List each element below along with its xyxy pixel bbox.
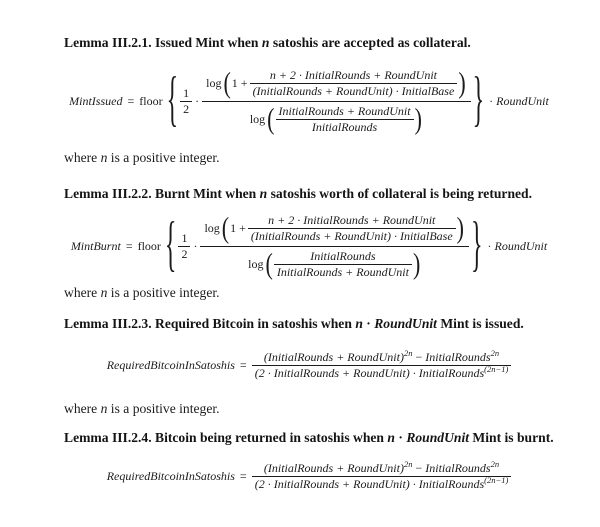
left-paren: ( xyxy=(223,65,231,100)
right-brace: } xyxy=(470,213,483,280)
lemma-2-title-text: Burnt Mint when xyxy=(151,185,260,201)
log-operator: log xyxy=(204,220,220,235)
inner-fraction xyxy=(274,249,412,280)
term-exponent: 2n xyxy=(403,347,413,358)
formula-2-multiplier: RoundUnit xyxy=(494,238,548,253)
log-operator: log xyxy=(249,111,266,126)
lemma-4-title-var-n: n xyxy=(387,429,395,445)
lemma-1-title-var-n: n xyxy=(261,35,270,50)
lemma-1-title xyxy=(64,34,554,52)
fraction-denominator: InitialRounds xyxy=(276,119,414,135)
numerator-term-2 xyxy=(425,347,500,365)
log-ratio-denominator xyxy=(200,246,469,282)
equals-sign: = xyxy=(239,468,247,483)
formula-mint-issued xyxy=(64,66,554,137)
lemma-4-title-text: Bitcoin being returned in satoshis when xyxy=(151,429,388,445)
denominator-term xyxy=(254,474,509,492)
right-paren: ) xyxy=(456,210,464,245)
lemma-3-section xyxy=(64,315,554,418)
left-paren: ( xyxy=(221,210,230,245)
formula-3-lhs: RequiredBitcoinInSatoshis xyxy=(106,357,235,372)
left-brace: { xyxy=(166,68,179,135)
log-ratio-numerator xyxy=(202,66,471,101)
lemma-1-section xyxy=(64,34,554,167)
lemma-3-title-text: Required Bitcoin in satoshis when xyxy=(151,315,356,331)
log-ratio-numerator xyxy=(200,211,469,246)
term-exponent: 2n xyxy=(490,347,500,358)
lemma-1-title-text-end: satoshis are accepted as collateral. xyxy=(269,35,471,50)
right-paren: ) xyxy=(458,65,466,100)
lemma-3-label: Lemma III.2.3. xyxy=(64,315,152,331)
inner-fraction xyxy=(250,68,458,99)
formula-1-lhs: MintIssued xyxy=(69,93,123,108)
fraction-numerator: InitialRounds xyxy=(310,248,376,263)
term-base: InitialRounds xyxy=(425,349,491,364)
lemma-2-title-var-n: n xyxy=(259,185,268,201)
lemma-3-note xyxy=(64,400,554,418)
lemma-1-note xyxy=(64,149,554,167)
lemma-2-note xyxy=(64,284,554,302)
log-ratio-fraction xyxy=(202,66,471,137)
lemma-4-title-text-end: Mint is burnt. xyxy=(469,429,554,445)
term-base: (InitialRounds + RoundUnit) xyxy=(263,460,404,475)
term-exponent: (2n−1) xyxy=(484,474,509,485)
lemma-1-label: Lemma III.2.1. xyxy=(64,35,152,50)
lemma-3-title-cdot: · xyxy=(362,315,375,331)
formula-2-lhs: MintBurnt xyxy=(70,238,121,253)
lemma-1-title-text: Issued Mint when xyxy=(151,35,262,50)
left-paren: ( xyxy=(267,101,275,136)
note-text: where xyxy=(64,284,101,300)
fraction-denominator: InitialRounds + RoundUnit xyxy=(274,264,412,280)
equals-sign: = xyxy=(127,93,135,108)
equals-sign: = xyxy=(125,238,133,253)
log-operator: log xyxy=(248,256,264,271)
lemma-3-title-var-roundunit: RoundUnit xyxy=(374,315,437,331)
note-var-n: n xyxy=(100,149,108,165)
left-brace: { xyxy=(164,213,177,280)
note-text: where xyxy=(64,149,101,165)
fraction-denominator: 2 xyxy=(180,101,192,117)
fraction-numerator: n + 2 · InitialRounds + RoundUnit xyxy=(268,212,436,227)
fraction-numerator: 1 xyxy=(183,85,190,100)
note-var-n: n xyxy=(100,284,108,300)
cdot-operator: · xyxy=(195,93,200,108)
term-exponent: 2n xyxy=(490,458,500,469)
term-exponent: (2n−1) xyxy=(484,363,509,374)
lemma-4-title-cdot: · xyxy=(394,429,407,445)
lemma-2-title-text-end: satoshis worth of collateral is being returned. xyxy=(267,185,532,201)
fraction-denominator xyxy=(252,365,512,381)
main-fraction xyxy=(252,347,512,381)
cdot-operator: · xyxy=(193,238,198,253)
right-paren: ) xyxy=(412,246,421,281)
formula-required-bitcoin-burnt xyxy=(64,458,554,492)
one-half-fraction xyxy=(178,231,190,262)
minus-sign: − xyxy=(415,349,423,364)
fraction-numerator: 1 xyxy=(181,230,188,245)
lemma-2-section xyxy=(64,185,554,302)
lemma-3-title-var-n: n xyxy=(355,315,363,331)
lemma-2-title xyxy=(64,185,554,203)
fraction-numerator: n + 2 · InitialRounds + RoundUnit xyxy=(269,67,438,82)
main-fraction xyxy=(252,458,512,492)
inner-fraction xyxy=(248,213,456,244)
note-var-n: n xyxy=(100,400,108,416)
formula-1-multiplier: RoundUnit xyxy=(496,93,549,108)
note-text-end: is a positive integer. xyxy=(107,400,220,416)
formula-required-bitcoin-issued xyxy=(64,347,554,381)
fraction-denominator: (InitialRounds + RoundUnit) · InitialBase xyxy=(250,83,458,99)
lemma-4-label: Lemma III.2.4. xyxy=(64,429,152,445)
floor-operator: floor xyxy=(137,238,161,253)
formula-4-lhs: RequiredBitcoinInSatoshis xyxy=(106,468,235,483)
numerator-term-1 xyxy=(263,347,413,365)
cdot-operator: · xyxy=(489,93,494,108)
cdot-operator: · xyxy=(487,238,492,253)
inner-fraction xyxy=(276,104,414,135)
lemma-2-label: Lemma III.2.2. xyxy=(64,185,152,201)
fraction-numerator xyxy=(252,347,512,365)
lemma-3-title xyxy=(64,315,554,333)
fraction-numerator xyxy=(252,458,512,476)
fraction-denominator: (InitialRounds + RoundUnit) · InitialBase xyxy=(248,228,456,244)
formula-mint-burnt xyxy=(64,211,554,282)
note-text-end: is a positive integer. xyxy=(107,284,220,300)
term-base: (InitialRounds + RoundUnit) xyxy=(263,349,404,364)
one-half-fraction xyxy=(180,86,192,117)
fraction-denominator: 2 xyxy=(178,246,190,262)
log-operator: log xyxy=(206,75,222,90)
fraction-denominator xyxy=(252,476,512,492)
one-plus-term: 1 + xyxy=(231,75,248,90)
equals-sign: = xyxy=(239,357,247,372)
numerator-term-2 xyxy=(425,458,500,476)
term-base: InitialRounds xyxy=(425,460,491,475)
note-text: where xyxy=(64,400,101,416)
lemma-4-title-var-roundunit: RoundUnit xyxy=(406,429,470,445)
lemma-4-title xyxy=(64,429,554,447)
log-ratio-denominator xyxy=(202,101,471,137)
numerator-term-1 xyxy=(263,458,413,476)
left-paren: ( xyxy=(265,246,273,281)
lemma-4-section xyxy=(64,429,554,492)
minus-sign: − xyxy=(415,460,423,475)
floor-operator: floor xyxy=(139,93,163,108)
log-ratio-fraction xyxy=(200,211,469,282)
fraction-numerator: InitialRounds + RoundUnit xyxy=(278,103,411,118)
term-exponent: 2n xyxy=(403,458,413,469)
note-text-end: is a positive integer. xyxy=(107,149,220,165)
denominator-term xyxy=(254,363,509,381)
term-base: (2 · InitialRounds + RoundUnit) · InitialRounds xyxy=(254,365,485,380)
one-plus-term: 1 + xyxy=(230,220,246,235)
right-brace: } xyxy=(472,68,485,135)
right-paren: ) xyxy=(414,101,422,136)
term-base: (2 · InitialRounds + RoundUnit) · InitialRounds xyxy=(254,476,485,491)
lemma-3-title-text-end: Mint is issued. xyxy=(436,315,524,331)
